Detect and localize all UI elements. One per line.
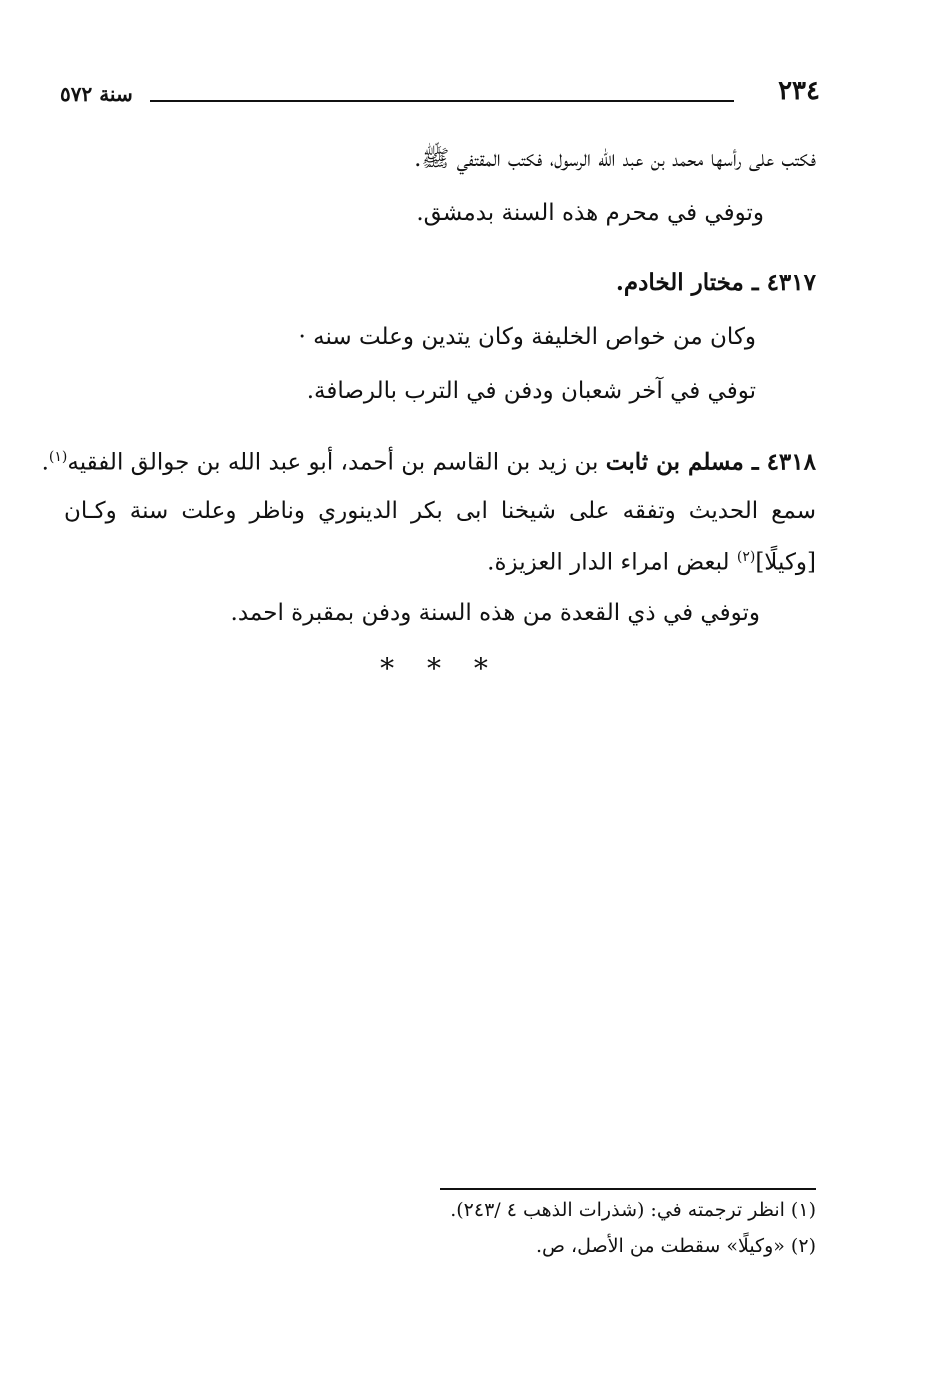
text-line — [487, 540, 816, 580]
text-line: وكان من خواص الخليفة وكان يتدين وعلت سنه · — [298, 324, 756, 350]
footnote: (٢) «وكيلًا» سقطت من الأصل، ص. — [536, 1235, 816, 1257]
entry-title-end: . — [41, 449, 49, 476]
footnote-rule — [440, 1188, 816, 1190]
page-number: ٢٣٤ — [778, 76, 820, 106]
entry-title-4318 — [42, 440, 816, 480]
page-header — [60, 76, 820, 116]
header-rule — [150, 100, 734, 102]
entry-title-name: ٤٣١٨ ـ مسلم بن ثابت — [605, 448, 816, 476]
entry-title-lineage: بن زيد بن القاسم بن أحمد، أبو عبد الله بن جوالق الفقيه — [67, 449, 606, 476]
text-line: توفي في آخر شعبان ودفن في الترب بالرصافة. — [306, 378, 756, 404]
section-separator: * * * — [380, 652, 500, 685]
text-line: فكتب على رأسها محمد بن عبد الله الرسول، فكتب المقتفي ﷺ. — [414, 146, 816, 172]
text-line: سمع الحديث وتفقه على شيخنا ابى بكر الدينوري وناظر وعلت سنة وكـان — [64, 498, 816, 524]
running-head-year: سنة ٥٧٢ — [60, 82, 133, 106]
footnote-ref: (٢) — [736, 549, 756, 565]
footnote-ref: (١) — [48, 449, 68, 465]
entry-title-4317: ٤٣١٧ ـ مختار الخادم. — [615, 269, 816, 296]
text-line: وتوفي في محرم هذه السنة بدمشق. — [416, 200, 764, 226]
bracketed-word: [وكيلًا] — [755, 549, 816, 576]
text-segment: لبعض امراء الدار العزيزة. — [487, 549, 737, 576]
text-line: وتوفي في ذي القعدة من هذه السنة ودفن بمقبرة احمد. — [230, 600, 760, 626]
footnote: (١) انظر ترجمته في: (شذرات الذهب ٤ /٢٤٣). — [450, 1199, 816, 1221]
